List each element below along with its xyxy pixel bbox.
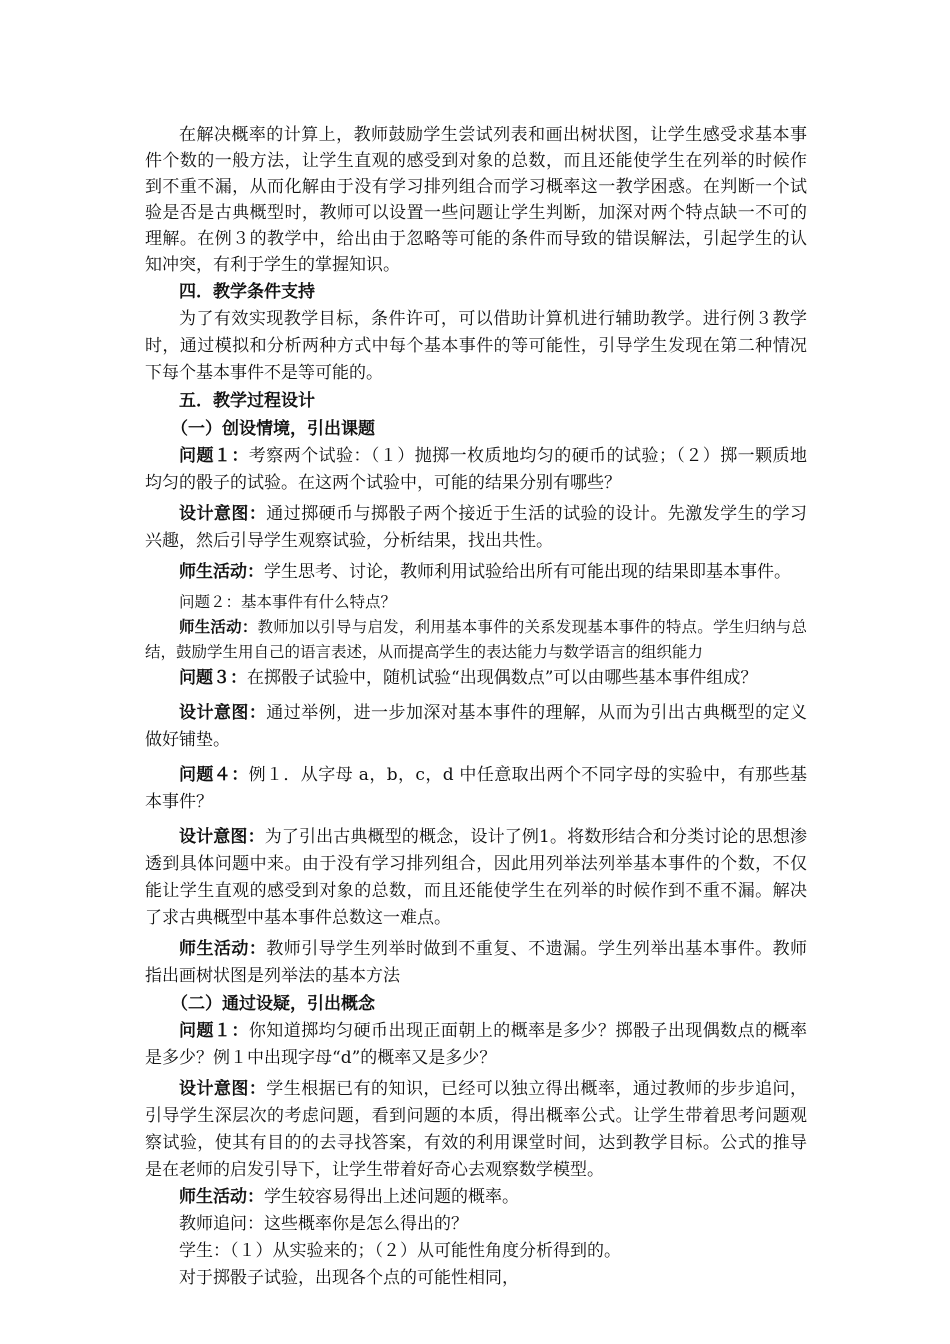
document-page	[145, 122, 807, 1292]
design-intent-label: 设计意图：	[179, 827, 265, 847]
activity-text: 教师加以引导与启发，利用基本事件的关系发现基本事件的特点。学生归纳与总结，鼓励学生用自己的语言表述，从而提高学生的表达能力与数学语言的组织能力	[145, 618, 807, 661]
design-intent-text: 通过掷硬币与掷骰子两个接近于生活的试验的设计。先激发学生的学习兴趣，然后引导学生观察试验，分析结果，找出共性。	[145, 504, 808, 551]
question-2: 问题２：基本事件有什么特点？	[179, 593, 397, 611]
activity-1	[145, 559, 807, 586]
activity-2	[145, 615, 807, 665]
activity-text: 教师引导学生列举时做到不重复、不遗漏。学生列举出基本事件。教师指出画树状图是列举法的基本方法	[145, 939, 808, 986]
activity-5	[145, 1184, 807, 1211]
design-intent-1	[145, 501, 807, 555]
question-5	[145, 1018, 807, 1072]
design-intent-text: 通过举例，进一步加深对基本事件的理解，从而为引出古典概型的定义做好铺垫。	[145, 703, 808, 750]
question-text: 例１．从字母 a，b，c，d 中任意取出两个不同字母的实验中，有那些基本事件？	[145, 765, 808, 812]
question-label: 问题１：	[179, 1021, 249, 1041]
activity-label: 师生活动：	[179, 618, 258, 636]
question-1	[145, 443, 807, 497]
design-intent-text: 为了引出古典概型的概念，设计了例1。将数形结合和分类讨论的思想渗透到具体问题中来。由于没有学习排列组合，因此用列举法列举基本事件的个数，不仅能让学生直观的感受到对象的总数，而且还能使学生在列举的时候作到不重不漏。解决了求古典概型中基本事件总数这一难点。	[145, 827, 807, 928]
question-label: 问题４：	[179, 765, 249, 785]
paragraph-conditions: 为了有效实现教学目标，条件许可，可以借助计算机进行辅助教学。进行例３教学时，通过模拟和分析两种方式中每个基本事件的等可能性，引导学生发现在第二种情况下每个基本事件不是等可能的。	[145, 309, 807, 383]
activity-label: 师生活动：	[179, 939, 267, 959]
question-text: 你知道掷均匀硬币出现正面朝上的概率是多少？掷骰子出现偶数点的概率是多少？例１中出现字母“d”的概率又是多少？	[145, 1021, 808, 1068]
design-intent-label: 设计意图：	[179, 504, 267, 524]
question-label: 问题１：	[179, 446, 249, 466]
design-intent-text: 学生根据已有的知识，已经可以独立得出概率，通过教师的步步追问，引导学生深层次的考虑问题，看到问题的本质，得出概率公式。让学生带着思考问题观察试验，使其有目的的去寻找答案，有效的利用课堂时间，达到教学目标。公式的推导是在老师的启发引导下，让学生带着好奇心去观察数学模型。	[145, 1079, 808, 1180]
activity-4	[145, 936, 807, 990]
section-heading-process: 五．教学过程设计	[179, 391, 315, 411]
question-text: 在掷骰子试验中，随机试验“出现偶数点”可以由哪些基本事件组成？	[247, 668, 758, 688]
subsection-heading-1: （一）创设情境，引出课题	[171, 419, 375, 439]
activity-label: 师生活动：	[179, 1187, 264, 1207]
activity-text: 学生较容易得出上述问题的概率。	[264, 1187, 519, 1207]
student-answer: 学生：（１）从实验来的；（２）从可能性角度分析得到的。	[179, 1241, 621, 1261]
question-label: 问题３：	[179, 668, 247, 688]
activity-label: 师生活动：	[179, 562, 264, 582]
paragraph-teaching-difficulty: 在解决概率的计算上，教师鼓励学生尝试列表和画出树状图，让学生感受求基本事件个数的一般方法，让学生直观的感受到对象的总数，而且还能使学生在列举的时候作到不重不漏，从而化解由于没有学习排列组合而学习概率这一教学困惑。在判断一个试验是否是古典概型时，教师可以设置一些问题让学生判断，加深对两个特点缺一不可的理解。在例３的教学中，给出由于忽略等可能的条件而导致的错误解法，引起学生的认知冲突，有利于学生的掌握知识。	[145, 125, 807, 275]
design-intent-4	[145, 824, 807, 932]
subsection-heading-2: （二）通过设疑，引出概念	[171, 994, 375, 1014]
teacher-follow-up: 教师追问：这些概率你是怎么得出的？	[179, 1214, 468, 1234]
question-3	[145, 665, 807, 692]
design-intent-5	[145, 1076, 807, 1184]
activity-text: 学生思考、讨论，教师利用试验给出所有可能出现的结果即基本事件。	[264, 562, 791, 582]
dice-observation: 对于掷骰子试验，出现各个点的可能性相同，	[179, 1268, 519, 1288]
design-intent-label: 设计意图：	[179, 1079, 267, 1099]
question-text: 考察两个试验：（１）抛掷一枚质地均匀的硬币的试验；（２）掷一颗质地均匀的骰子的试验。在这两个试验中，可能的结果分别有哪些？	[145, 446, 808, 493]
question-4	[145, 762, 807, 816]
design-intent-3	[145, 700, 807, 754]
section-heading-conditions: 四．教学条件支持	[179, 282, 315, 302]
design-intent-label: 设计意图：	[179, 703, 267, 723]
